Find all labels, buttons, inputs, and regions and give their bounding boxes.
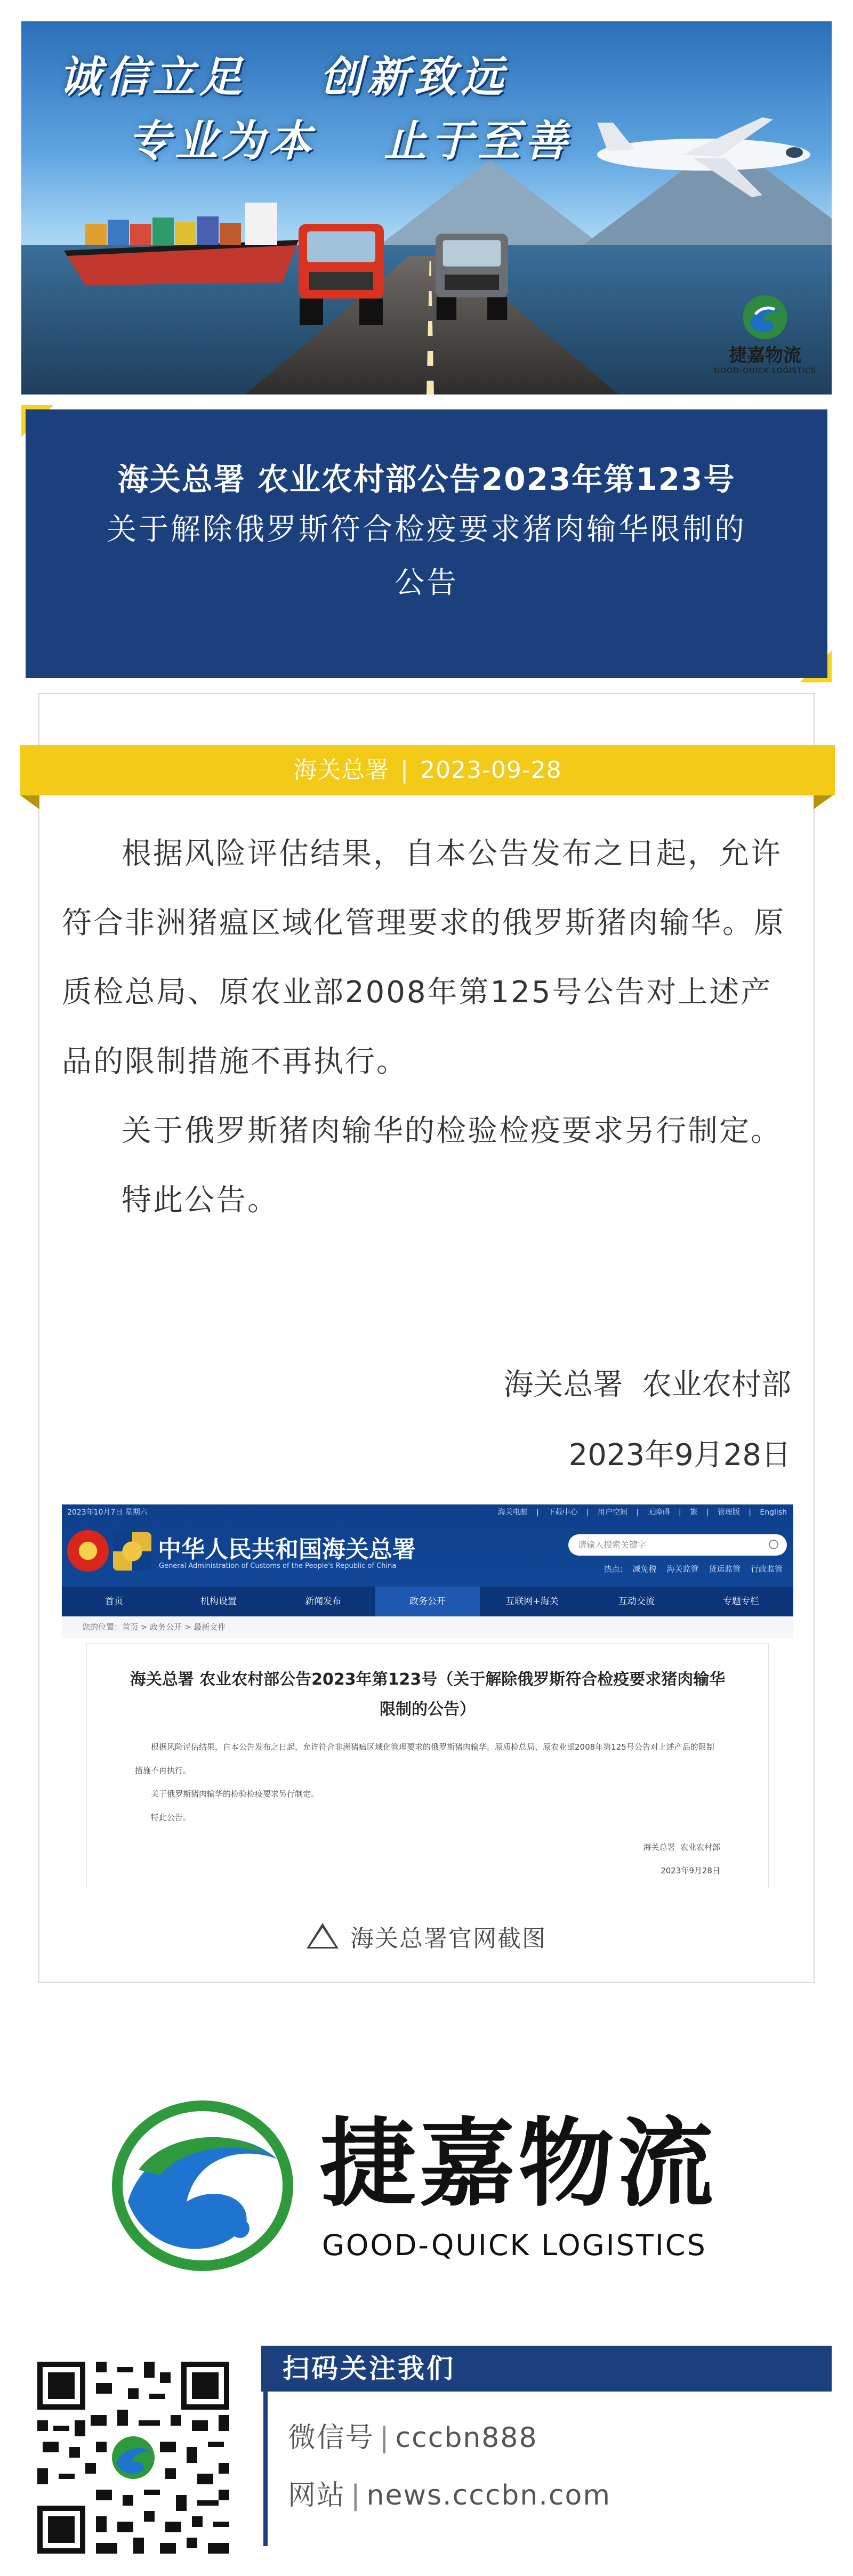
customs-nav-item: 互动交流 bbox=[618, 1596, 655, 1607]
customs-nav-item-active: 政务公开 bbox=[375, 1587, 480, 1616]
banner-logo-name: 捷嘉物流 bbox=[729, 345, 801, 366]
customs-search-box: 请输入搜索关键字 bbox=[568, 1534, 787, 1556]
article-card bbox=[38, 693, 815, 1983]
title-line-1: 海关总署 农业农村部公告2023年第123号 bbox=[117, 461, 736, 497]
customs-document-paragraph: 特此公告。 bbox=[151, 1813, 191, 1822]
national-emblem-icon bbox=[67, 1530, 109, 1572]
website-line bbox=[288, 2473, 611, 2513]
red-truck-illustration bbox=[288, 213, 395, 331]
airplane-illustration bbox=[586, 107, 821, 203]
customs-document-paragraph: 根据风险评估结果，自本公告发布之日起，允许符合非洲猪瘟区域化管理要求的俄罗斯猪肉输华。原质检总局、原农业部2008年第125号公告对上述产品的限制措施不再执行。 bbox=[135, 1742, 714, 1775]
wechat-label: 微信号 bbox=[288, 2422, 375, 2454]
band-fold bbox=[814, 795, 833, 809]
screenshot-caption bbox=[39, 1919, 814, 1953]
customs-hot-links: 热点: 减免税 海关监管 货运监管 行政监管 bbox=[603, 1564, 783, 1574]
article-signature bbox=[503, 1350, 791, 1491]
customs-document bbox=[86, 1643, 769, 1888]
qr-code-image bbox=[32, 2356, 235, 2559]
slogan-1-right: 创新致远 bbox=[320, 52, 508, 102]
banner-logo-en: GOOD-QUICK LOGISTICS bbox=[714, 367, 816, 375]
follow-divider bbox=[263, 2392, 268, 2546]
container-ship-illustration bbox=[64, 192, 299, 288]
triangle-icon bbox=[307, 1923, 339, 1949]
article-paragraph: 根据风险评估结果，自本公告发布之日起，允许符合非洲猪瘟区域化管理要求的俄罗斯猪肉输华。原质检总局、原农业部2008年第125号公告对上述产品的限制措施不再执行。 bbox=[62, 836, 785, 1079]
signature-date: 2023年9月28日 bbox=[568, 1438, 791, 1472]
customs-document-body bbox=[87, 1725, 768, 1829]
meta-source: 海关总署 bbox=[293, 756, 390, 784]
company-name-en: GOOD-QUICK LOGISTICS bbox=[322, 2228, 707, 2262]
meta-date: 2023-09-28 bbox=[420, 756, 562, 784]
meta-separator: | bbox=[400, 756, 409, 784]
meta-band bbox=[20, 745, 835, 795]
article-paragraph: 关于俄罗斯猪肉输华的检验检疫要求另行制定。 bbox=[122, 1114, 782, 1148]
customs-document-paragraph: 关于俄罗斯猪肉输华的检验检疫要求另行制定。 bbox=[151, 1789, 319, 1799]
customs-document-signature bbox=[643, 1836, 720, 1882]
website-label: 网站 bbox=[288, 2480, 346, 2511]
wechat-id: cccbn888 bbox=[395, 2422, 538, 2454]
customs-document-issuers: 海关总署 农业农村部 bbox=[643, 1842, 720, 1852]
customs-site-date: 2023年10月7日 星期六 bbox=[67, 1508, 148, 1517]
wechat-line bbox=[288, 2415, 538, 2455]
slogan-2-right: 止于至善 bbox=[384, 116, 572, 166]
title-line-2: 关于解除俄罗斯符合检疫要求猪肉输华限制的 bbox=[107, 512, 746, 547]
company-name-cn: 捷嘉物流 bbox=[320, 2108, 717, 2220]
website-url[interactable]: news.cccbn.com bbox=[366, 2480, 611, 2511]
article-paragraph: 特此公告。 bbox=[122, 1183, 279, 1218]
customs-site-name-en: General Administration of Customs of the People's Republic of China bbox=[159, 1562, 397, 1570]
company-logo bbox=[107, 2095, 746, 2276]
article-body bbox=[62, 819, 793, 1235]
customs-site-name: 中华人民共和国海关总署 bbox=[158, 1536, 416, 1563]
customs-document-date: 2023年9月28日 bbox=[661, 1866, 720, 1875]
customs-nav-item: 机构设置 bbox=[200, 1596, 237, 1607]
hero-banner bbox=[21, 21, 832, 395]
follow-us-heading: 扫码关注我们 bbox=[261, 2346, 832, 2392]
customs-emblem-icon bbox=[113, 1532, 151, 1571]
grey-truck-illustration bbox=[426, 224, 517, 325]
customs-breadcrumb: 您的位置：首页 > 政务公开 > 最新文件 bbox=[62, 1616, 793, 1638]
wave-logo-icon bbox=[107, 2095, 299, 2276]
title-line-3: 公告 bbox=[395, 566, 458, 600]
announcement-title-block bbox=[21, 405, 832, 682]
signature-issuers: 海关总署 农业农村部 bbox=[503, 1367, 791, 1402]
title-box bbox=[26, 409, 827, 678]
wave-logo-icon bbox=[741, 293, 789, 341]
separator: | bbox=[351, 2480, 361, 2511]
slogan-1-left: 诚信立足 bbox=[59, 52, 246, 102]
band-fold bbox=[20, 795, 39, 809]
customs-document-title: 海关总署 农业农村部公告2023年第123号（关于解除俄罗斯符合检疫要求猪肉输华限制的公告） bbox=[130, 1670, 726, 1719]
separator: | bbox=[380, 2422, 390, 2454]
slogan-2-left: 专业为本 bbox=[128, 116, 316, 166]
customs-site-header bbox=[62, 1504, 793, 1616]
caption-text: 海关总署官网截图 bbox=[350, 1925, 546, 1952]
customs-nav-item: 首页 bbox=[105, 1596, 123, 1607]
customs-nav-item: 专题专栏 bbox=[723, 1596, 759, 1607]
customs-nav-item: 互联网+海关 bbox=[505, 1596, 559, 1607]
customs-nav-bar bbox=[62, 1587, 793, 1616]
customs-site-top-links: 海关电邮 | 下载中心 | 用户空间 | 无障碍 | 繁 | 管理版 | English bbox=[497, 1508, 787, 1517]
customs-website-screenshot bbox=[62, 1504, 793, 1888]
customs-nav-item: 新闻发布 bbox=[305, 1596, 341, 1607]
banner-logo bbox=[709, 293, 821, 384]
